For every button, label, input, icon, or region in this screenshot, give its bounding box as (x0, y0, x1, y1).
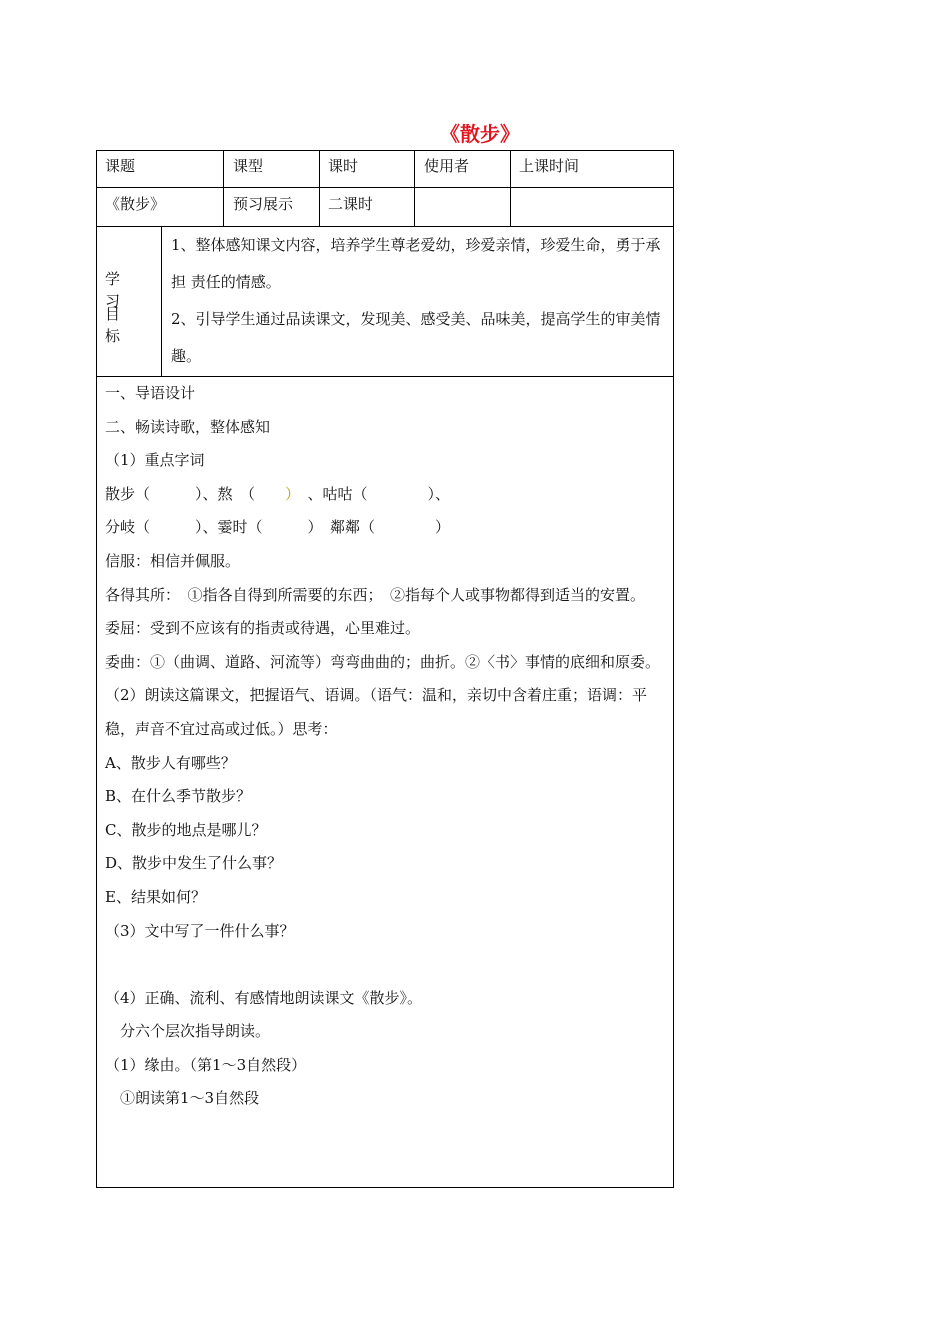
vocab-line: 分岐（ ）、霎时（ ） 鄰鄰（ ） (105, 518, 451, 537)
section-heading: 一、导语设计 (105, 384, 196, 402)
subsection-heading: （1）重点字词 (105, 451, 205, 470)
header-class-time: 上课时间 (519, 157, 580, 175)
vocab-line (105, 478, 670, 512)
question-item: （3）文中写了一件什么事？ (105, 921, 295, 940)
header-user: 使用者 (424, 157, 470, 175)
goal-item: 1、整体感知课文内容，培养学生尊老爱幼，珍爱亲情，珍爱生命，勇于承担 责任的情感。 (171, 236, 661, 291)
question-item: E、结果如何？ (105, 887, 206, 906)
definition-line: 委曲：①（曲调、道路、河流等）弯弯曲曲的；曲折。②〈书〉事情的底细和原委。 (105, 652, 661, 671)
lesson-plan-table (96, 150, 674, 1188)
document-title: 《散步》 (440, 122, 520, 146)
goal-item: 2、引导学生通过品读课文，发现美、感受美、品味美，提高学生的审美情趣。 (171, 310, 661, 365)
definition-line: 委屈：受到不应该有的指责或待遇，心里难过。 (105, 619, 421, 638)
info-type: 预习展示 (233, 195, 294, 213)
reading-step: ①朗读第1～3自然段 (105, 1089, 260, 1108)
header-type: 课型 (233, 157, 264, 175)
goals-label-1: 学 习 (105, 270, 129, 310)
question-item: B、在什么季节散步？ (105, 787, 252, 806)
reading-step: （1）缘由。（第1～3自然段） (105, 1055, 307, 1074)
reading-instruction: （4）正确、流利、有感情地朗读课文《散步》。 (105, 988, 423, 1007)
vocab-text: 散步（ ）、熬 （ (105, 484, 256, 503)
section-heading: 二、畅读诗歌，整体感知 (105, 417, 271, 436)
reading-instruction: （2）朗读这篇课文，把握语气、语调。（语气：温和，亲切中含着庄重；语调：平稳，声音不宜过高或过低。）思考： (105, 686, 648, 738)
vocab-blank: ） (255, 484, 293, 503)
lesson-body (105, 377, 670, 1116)
header-period: 课时 (328, 157, 359, 175)
definition-line: 信服：相信并佩服。 (105, 551, 241, 570)
reading-instruction: 分六个层次指导朗读。 (105, 1022, 271, 1041)
header-topic: 课题 (105, 157, 136, 175)
info-period: 二课时 (328, 195, 374, 213)
definition-line: 各得其所： ①指各自得到所需要的东西； ②指每个人或事物都得到适当的安置。 (105, 585, 646, 604)
goals-label-2: 目 标 (105, 305, 129, 345)
question-item: C、散步的地点是哪儿？ (105, 820, 267, 839)
goals-list (171, 227, 671, 375)
question-item: A、散步人有哪些？ (105, 753, 236, 772)
info-topic: 《散步》 (105, 195, 166, 213)
question-item: D、散步中发生了什么事？ (105, 854, 283, 873)
vocab-text: 、咕咕（ ）、 (292, 484, 451, 503)
blank-line (105, 948, 670, 982)
